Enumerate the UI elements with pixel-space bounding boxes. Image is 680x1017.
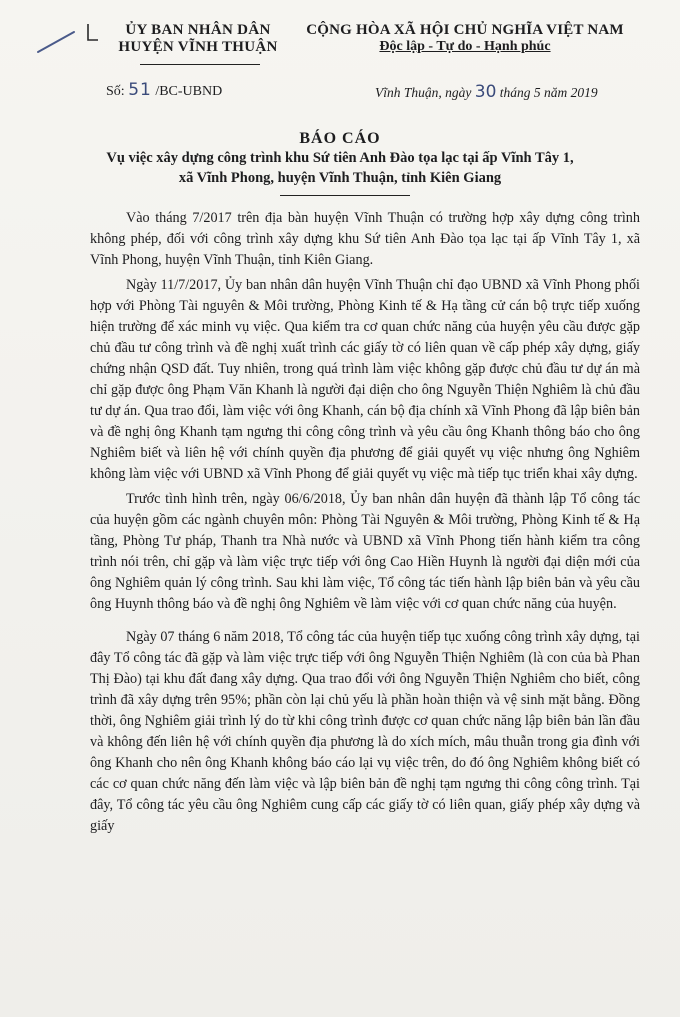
- paragraph-2: Ngày 11/7/2017, Ủy ban nhân dân huyện Vĩnh Thuận chỉ đạo UBND xã Vĩnh Phong phối hợp với Phòng Tài nguyên & Môi trường, Phòng Kinh tế & Hạ tầng cử cán bộ trực tiếp xuống hiện trường để xác minh vụ việc. Qua kiểm tra cơ quan chức năng của huyện yêu cầu được gặp chủ đầu tư công trình và đề nghị xuất trình các giấy tờ có liên quan về cấp phép xây dựng, giấy chứng nhận QSD đất. Tuy nhiên, trong quá trình làm việc không gặp được chủ đầu tư dự án mà chỉ gặp được ông Phạm Văn Khanh là người đại diện cho ông Nguyễn Thiện Nghiêm là chủ đầu tư dự án. Qua trao đổi, làm việc với ông Khanh, cán bộ địa chính xã Vĩnh Phong đã lập biên bản và đề nghị ông Khanh tạm ngưng thi công công trình và yêu cầu ông Khanh thông báo cho ông Nghiêm biết và liên hệ với chính quyền địa phương để giải quyết vụ việc nhưng ông Nghiêm không làm việc với UBND xã Vĩnh Phong để giải quyết vụ việc mà tiếp tục triển khai xây dựng.: [90, 277, 640, 482]
- so-number: 51: [128, 80, 152, 100]
- nation-line-2: Độc lập - Tự do - Hạnh phúc: [379, 39, 551, 54]
- report-heading: BÁO CÁO: [299, 130, 381, 147]
- issuing-organization: [98, 22, 298, 56]
- org-line-1: ỦY BAN NHÂN DÂN: [125, 22, 271, 38]
- so-label: Số:: [106, 84, 125, 99]
- date-prefix: Vĩnh Thuận, ngày: [375, 85, 472, 100]
- paragraph-1: Vào tháng 7/2017 trên địa bàn huyện Vĩnh Thuận có trường hợp xây dựng công trình không phép, đối với công trình xây dựng khu Sứ tiên Anh Đào tọa lạc tại ấp Vĩnh Tây 1, xã Vĩnh Phong, huyện Vĩnh Thuận, tỉnh Kiên Giang.: [90, 210, 640, 268]
- document-header: [0, 22, 680, 142]
- report-subtitle-2: xã Vĩnh Phong, huyện Vĩnh Thuận, tỉnh Kiên Giang: [178, 170, 502, 186]
- nation-line-1: CỘNG HÒA XÃ HỘI CHỦ NGHĨA VIỆT NAM: [306, 22, 624, 38]
- document-number: [106, 80, 222, 100]
- report-subtitle-1: Vụ việc xây dựng công trình khu Sứ tiên Anh Đào tọa lạc tại ấp Vĩnh Tây 1,: [106, 150, 574, 166]
- org-line-2: HUYỆN VĨNH THUẬN: [118, 39, 278, 55]
- national-motto: [305, 22, 625, 55]
- paragraph-4: Ngày 07 tháng 6 năm 2018, Tổ công tác của huyện tiếp tục xuống công trình xây dựng, tại đây Tổ công tác đã gặp và làm việc trực tiếp với ông Nguyễn Thiện Nghiêm (là con của bà Phan Thị Đào) tại khu đất đang xây dựng. Qua trao đổi với ông Nguyễn Thiện Nghiêm cho biết, công trình đã xây dựng trên 95%; phần còn lại chủ yếu là phần hoàn thiện và vệ sinh mặt bằng. Đồng thời, ông Nghiêm giải trình lý do từ khi công trình được cơ quan chức năng lập biên bản lần đầu và không đến liên hệ với chính quyền địa phương là do xích mích, mâu thuẫn trong gia đình với ông Khanh cho nên ông Khanh không báo cáo lại vụ việc trên, do đó ông Nghiêm không biết có các cơ quan chức năng đến làm việc và lập biên bản đề nghị tạm ngưng thi công công trình. Tại đây, Tổ công tác yêu cầu ông Nghiêm cung cấp các giấy tờ có liên quan, giấy phép xây dựng và giấy: [90, 629, 640, 834]
- paragraph-3: Trước tình hình trên, ngày 06/6/2018, Ủy ban nhân dân huyện đã thành lập Tổ công tác của huyện gồm các ngành chuyên môn: Phòng Tài Nguyên & Môi trường, Phòng Kinh tế & Hạ tầng, Phòng Tư pháp, Thanh tra Nhà nước và UBND xã Vĩnh Phong tiến hành kiểm tra công trình nói trên, chỉ gặp và làm việc trực tiếp với ông Cao Hiền Huynh là người đại diện mới của ông Nghiêm quản lý công trình. Sau khi làm việc, Tổ công tác tiến hành lập biên bản và yêu cầu ông Huynh thông báo và đề nghị ông Nghiêm về làm việc với cơ quan chức năng của huyện.: [90, 491, 640, 612]
- document-date: [375, 82, 598, 102]
- org-underline: [140, 64, 260, 65]
- date-day: 30: [474, 82, 497, 102]
- title-underline: [280, 195, 410, 196]
- report-body: [90, 208, 640, 841]
- report-title: [0, 130, 680, 188]
- so-suffix: /BC-UBND: [155, 84, 223, 99]
- date-suffix: tháng 5 năm 2019: [499, 85, 598, 100]
